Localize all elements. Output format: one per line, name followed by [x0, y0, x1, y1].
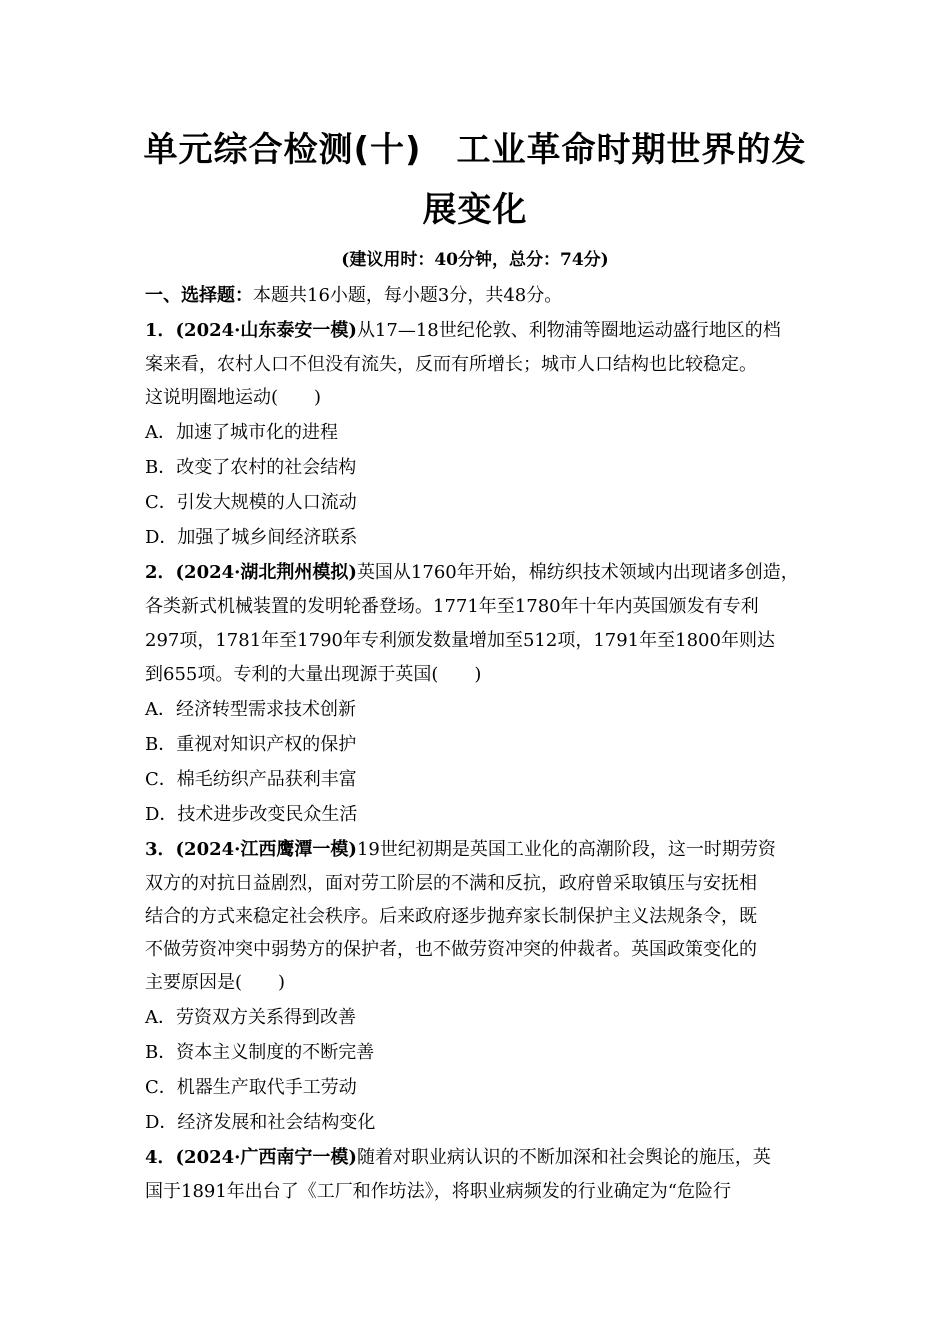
- question-4-line-1: [145, 1146, 771, 1170]
- page-title-line-2: 展变化: [422, 190, 528, 230]
- question-number: 4．: [145, 1147, 176, 1168]
- question-3-line-2: 双方的对抗日益剧烈，面对劳工阶层的不满和反抗，政府曾采取镇压与安抚相: [145, 873, 757, 894]
- question-2-line-3: 297项，1781年至1790年专利颁发数量增加至512项，1791年至1800年则达: [145, 630, 775, 651]
- question-text: 随着对职业病认识的不断加深和社会舆论的施压，英: [356, 1147, 771, 1168]
- question-3-line-5: 主要原因是( ): [145, 972, 286, 993]
- question-1-option-d: D．加强了城乡间经济联系: [145, 527, 358, 548]
- question-3-option-b: B．资本主义制度的不断完善: [145, 1042, 375, 1063]
- question-2-line-1: [145, 561, 799, 585]
- question-text: 19世纪初期是英国工业化的高潮阶段，这一时期劳资: [356, 839, 776, 860]
- question-3-option-d: D．经济发展和社会结构变化: [145, 1112, 376, 1133]
- question-4-line-2: 国于1891年出台了《工厂和作坊法》，将职业病频发的行业确定为“危险行: [145, 1181, 732, 1202]
- question-2-option-b: B．重视对知识产权的保护: [145, 734, 357, 755]
- question-2-line-4: 到655项。专利的大量出现源于英国( ): [145, 664, 482, 685]
- question-3-line-4: 不做劳资冲突中弱势方的保护者，也不做劳资冲突的仲裁者。英国政策变化的: [145, 939, 757, 960]
- question-1-option-a: A．加速了城市化的进程: [145, 422, 338, 443]
- section-description: 本题共16小题，每小题3分，共48分。: [253, 285, 563, 306]
- section-label: 一、选择题：: [145, 285, 253, 306]
- question-text: 英国从1760年开始，棉纺织技术领域内出现诸多创造，: [356, 562, 799, 583]
- question-3-option-a: A．劳资双方关系得到改善: [145, 1007, 356, 1028]
- question-number: 2．: [145, 562, 176, 583]
- question-2-line-2: 各类新式机械装置的发明轮番登场。1771年至1780年十年内英国颁发有专利: [145, 596, 759, 617]
- section-header: [145, 284, 562, 308]
- question-2-option-c: C．棉毛纺织产品获利丰富: [145, 769, 357, 790]
- time-and-score-note: (建议用时：40分钟，总分：74分): [341, 250, 609, 270]
- question-number: 1．: [145, 320, 176, 341]
- question-1-line-1: [145, 319, 781, 343]
- question-3-option-c: C．机器生产取代手工劳动: [145, 1077, 357, 1098]
- question-source: (2024·湖北荆州模拟): [175, 562, 357, 583]
- question-3-line-1: [145, 838, 776, 862]
- question-source: (2024·山东泰安一模): [175, 320, 357, 341]
- question-1-line-2: 案来看，农村人口不但没有流失，反而有所增长；城市人口结构也比较稳定。: [145, 354, 757, 375]
- question-1-line-3: 这说明圈地运动( ): [145, 387, 322, 408]
- question-text: 从17—18世纪伦敦、利物浦等圈地运动盛行地区的档: [356, 320, 781, 341]
- question-1-option-c: C．引发大规模的人口流动: [145, 492, 357, 513]
- question-source: (2024·江西鹰潭一模): [175, 839, 357, 860]
- question-2-option-d: D．技术进步改变民众生活: [145, 804, 358, 825]
- question-2-option-a: A．经济转型需求技术创新: [145, 699, 356, 720]
- question-3-line-3: 结合的方式来稳定社会秩序。后来政府逐步抛弃家长制保护主义法规条令，既: [145, 906, 757, 927]
- page-title-line-1: 单元综合检测(十) 工业革命时期世界的发: [143, 130, 807, 170]
- question-number: 3．: [145, 839, 176, 860]
- question-1-option-b: B．改变了农村的社会结构: [145, 457, 357, 478]
- question-source: (2024·广西南宁一模): [175, 1147, 357, 1168]
